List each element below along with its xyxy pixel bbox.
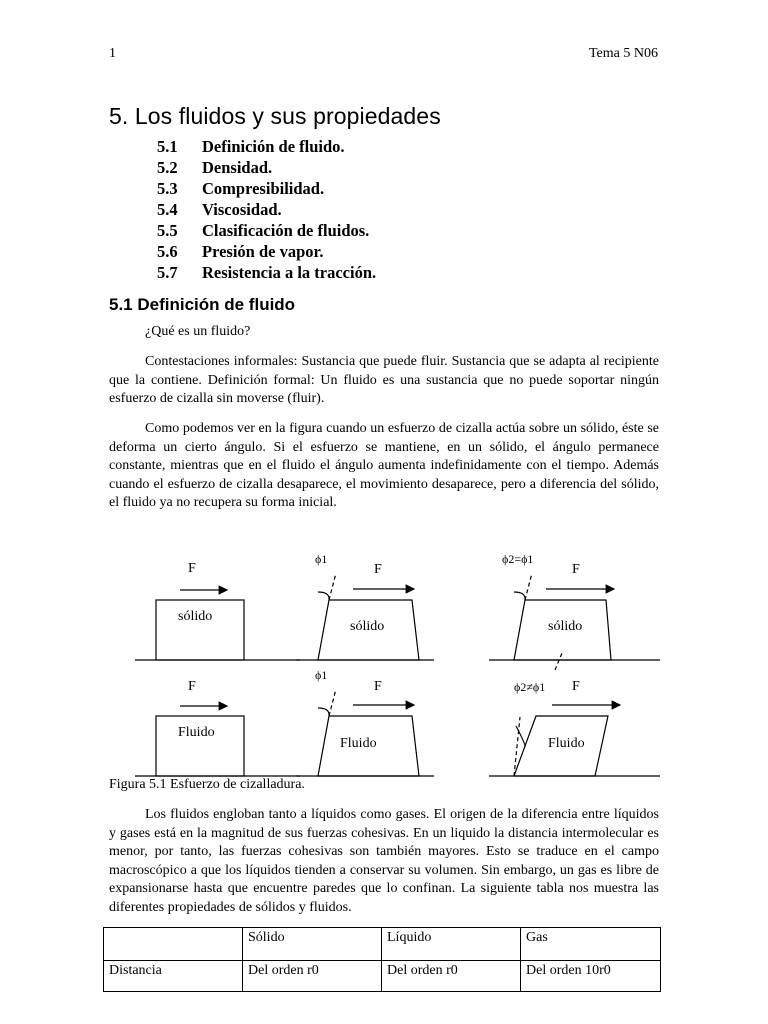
toc-number: 5.6 xyxy=(157,242,178,261)
angle-arc xyxy=(516,726,525,747)
toc-item xyxy=(157,137,376,158)
table-cell: Distancia xyxy=(104,961,243,992)
chapter-title: 5. Los fluidos y sus propiedades xyxy=(109,103,441,129)
shear-stress-figure xyxy=(100,545,660,777)
angle-arc xyxy=(318,708,329,716)
angle-reference-dashed xyxy=(555,653,562,670)
angle-reference-dashed xyxy=(525,573,532,600)
angle-arc xyxy=(318,592,329,600)
table-header-cell: Líquido xyxy=(382,928,521,961)
toc-number: 5.4 xyxy=(157,200,178,219)
angle-reference-dashed xyxy=(329,689,336,716)
toc-item xyxy=(157,200,376,221)
toc-number: 5.5 xyxy=(157,221,178,240)
table-cell: Del orden r0 xyxy=(382,961,521,992)
toc-item xyxy=(157,221,376,242)
angle-label-phi1: ϕ1 xyxy=(315,552,328,566)
toc-number: 5.7 xyxy=(157,263,178,282)
solid-label: sólido xyxy=(178,609,213,624)
angle-arc xyxy=(514,592,525,600)
angle-reference-dashed xyxy=(329,573,336,600)
section-heading: 5.1 Definición de fluido xyxy=(109,295,296,314)
toc-item xyxy=(157,263,376,284)
table-row xyxy=(104,961,661,992)
table-header-row xyxy=(104,928,661,961)
force-label: F xyxy=(572,679,580,694)
toc-label: Compresibilidad. xyxy=(202,179,325,198)
table-cell: Del orden r0 xyxy=(243,961,382,992)
properties-table xyxy=(103,927,661,992)
angle-label-phi1: ϕ1 xyxy=(315,668,328,682)
angle-label-phi-equal: ϕ2=ϕ1 xyxy=(502,552,534,566)
question-text: ¿Qué es un fluido? xyxy=(145,324,251,339)
solid-label: sólido xyxy=(350,619,385,634)
fluid-label: Fluido xyxy=(548,736,585,751)
fluid-label: Fluido xyxy=(340,736,377,751)
toc-number: 5.3 xyxy=(157,179,178,198)
solid-label: sólido xyxy=(548,619,583,634)
table-header-cell: Sólido xyxy=(243,928,382,961)
table-cell: Del orden 10r0 xyxy=(521,961,661,992)
toc-label: Resistencia a la tracción. xyxy=(202,263,377,282)
toc-number: 5.1 xyxy=(157,137,178,156)
table-of-contents xyxy=(157,137,376,284)
toc-label: Densidad. xyxy=(202,158,273,177)
force-label: F xyxy=(188,679,196,694)
paragraph-shear-explanation: Como podemos ver en la figura cuando un esfuerzo de cizalla actúa sobre un sólido, éste se deforma un cierto ángulo. Si el esfuerzo se mantiene, en un sólido, el ángulo permanece constante, mientras que en el fluido el ángulo aumenta indefinidamente con el tiempo. Además cuando el esfuerzo de cizalla desaparece, el movimiento desaparece, pero a diferencia del sólido, el fluido ya no recupera su forma inicial. xyxy=(109,421,659,510)
running-header: Tema 5 N06 xyxy=(588,46,658,61)
figure-caption: Figura 5.1 Esfuerzo de cizalladura. xyxy=(109,777,305,792)
force-label: F xyxy=(374,562,382,577)
toc-label: Presión de vapor. xyxy=(202,242,324,261)
paragraph-definition: Contestaciones informales: Sustancia que puede fluir. Sustancia que se adapta al recipiente que la contiene. Definición formal: Un fluido es una sustancia que no puede soportar ningún esfuerzo de cizalla sin moverse (fluir). xyxy=(109,354,659,406)
force-label: F xyxy=(374,679,382,694)
paragraph-liquids-gases: Los fluidos engloban tanto a líquidos como gases. El origen de la diferencia entre líquidos y gases está en la magnitud de sus fuerzas cohesivas. En un liquido la distancia intermolecular es menor, por tanto, las fuerzas cohesivas son también mayores. Esto se traduce en el campo macroscópico a que los líquidos tienden a conservar su volumen. Sin embargo, un gas es libre de expansionarse hasta que encuentre paredes que lo confinan. La siguiente tabla nos muestra las diferentes propiedades de sólidos y fluidos. xyxy=(109,807,659,915)
toc-label: Clasificación de fluidos. xyxy=(202,221,370,240)
table-header-cell xyxy=(104,928,243,961)
table-header-cell: Gas xyxy=(521,928,661,961)
angle-label-phi-notequal: ϕ2≠ϕ1 xyxy=(514,680,546,694)
force-label: F xyxy=(188,561,196,576)
toc-item xyxy=(157,158,376,179)
toc-number: 5.2 xyxy=(157,158,178,177)
force-label: F xyxy=(572,562,580,577)
toc-label: Viscosidad. xyxy=(202,200,282,219)
toc-item xyxy=(157,242,376,263)
toc-item xyxy=(157,179,376,200)
page-number: 1 xyxy=(109,46,116,61)
fluid-label: Fluido xyxy=(178,725,215,740)
toc-label: Definición de fluido. xyxy=(202,137,345,156)
